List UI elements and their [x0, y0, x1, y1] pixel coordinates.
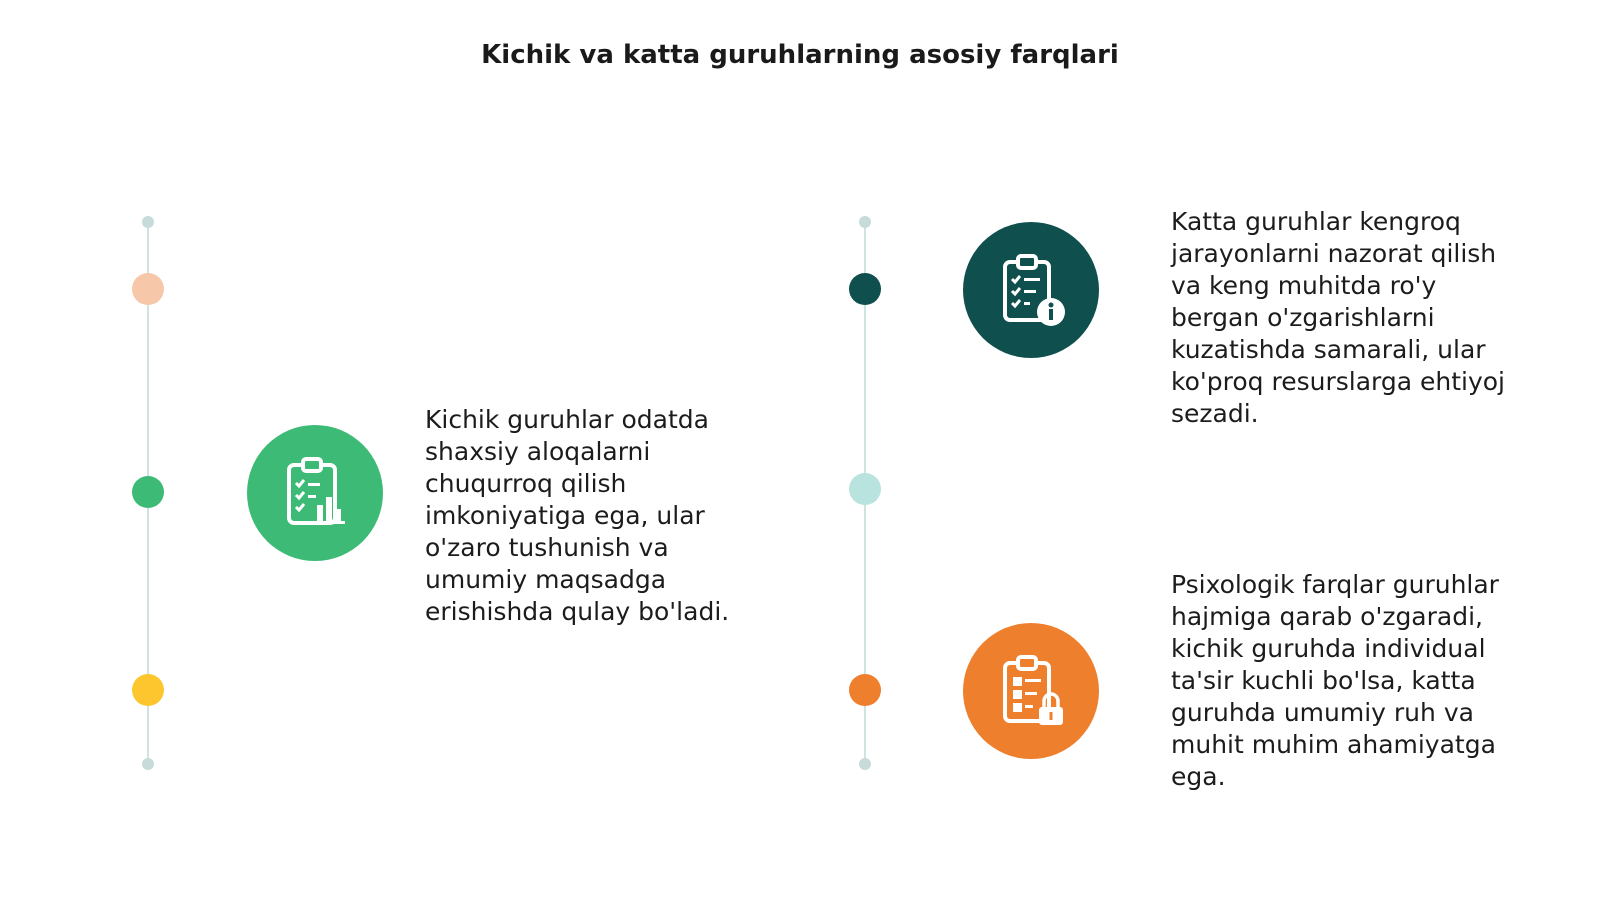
left-timeline-dot-yellow — [132, 674, 164, 706]
clipboard-info-badge — [963, 222, 1099, 358]
left-timeline-top-cap — [142, 216, 154, 228]
right-timeline-top-cap — [859, 216, 871, 228]
right-timeline-dot-mint — [849, 473, 881, 505]
right-timeline-dot-orange — [849, 674, 881, 706]
clipboard-chart-badge — [247, 425, 383, 561]
left-timeline-dot-green — [132, 476, 164, 508]
clipboard-lock-icon — [993, 653, 1069, 729]
clipboard-chart-icon — [277, 455, 353, 531]
item-text-psychological-differences: Psixologik farqlar guruhlar hajmiga qarab o'zgaradi, kichik guruhda individual ta'sir kuchli bo'lsa, katta guruhda umumiy ruh va muhit muhim ahamiyatga ega. — [1171, 570, 1499, 791]
right-timeline-dot-teal — [849, 273, 881, 305]
left-timeline-dot-peach — [132, 273, 164, 305]
right-timeline-bottom-cap — [859, 758, 871, 770]
clipboard-info-icon — [993, 252, 1069, 328]
page-title: Kichik va katta guruhlarning asosiy farqlari — [481, 40, 1119, 70]
item-text-large-groups: Katta guruhlar kengroq jarayonlarni nazorat qilish va keng muhitda ro'y bergan o'zgarishlarni kuzatishda samarali, ular ko'proq resurslarga ehtiyoj sezadi. — [1171, 207, 1505, 428]
left-timeline-bottom-cap — [142, 758, 154, 770]
clipboard-lock-badge — [963, 623, 1099, 759]
item-text-small-groups: Kichik guruhlar odatda shaxsiy aloqalarni chuqurroq qilish imkoniyatiga ega, ular o'zaro tushunish va umumiy maqsadga erishishda qulay bo'ladi. — [425, 405, 730, 626]
